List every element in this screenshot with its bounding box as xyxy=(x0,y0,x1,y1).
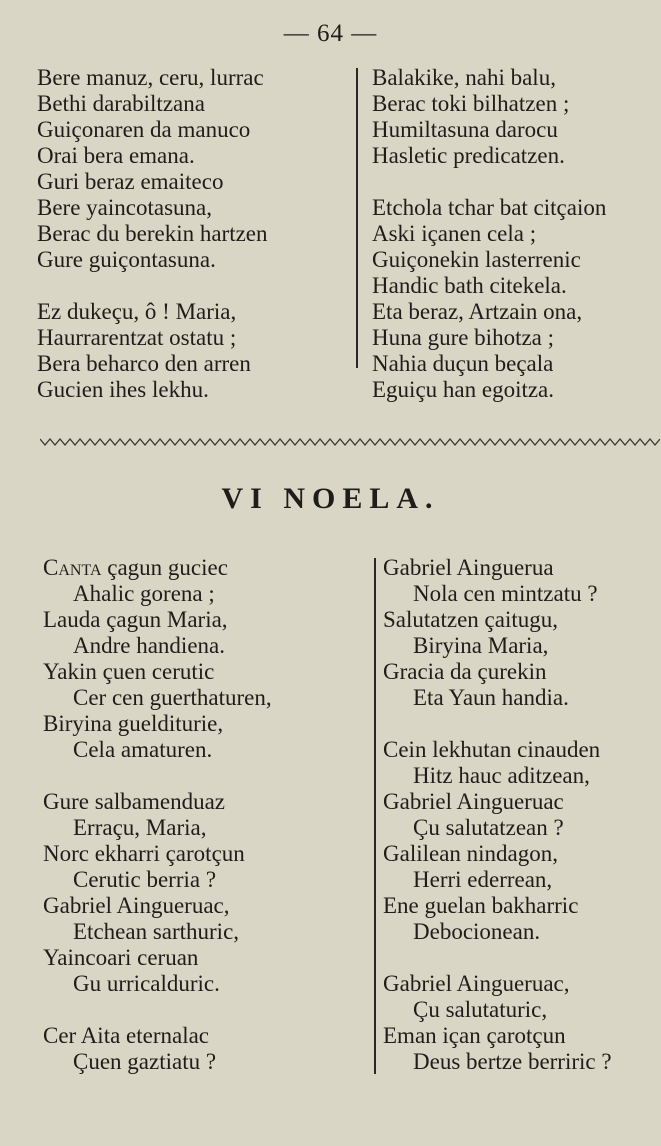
verse-line: Etchean sarthuric, xyxy=(73,919,240,944)
verse-line: Gure guiçontasuna. xyxy=(37,247,216,272)
verse-line: Huna gure bihotza ; xyxy=(372,325,555,350)
top-column-divider xyxy=(356,68,358,368)
top-right-column xyxy=(372,65,606,403)
stanza-break xyxy=(383,711,612,737)
verse-line: Galilean nindagon, xyxy=(383,841,559,866)
verse-line: Cer Aita eternalac xyxy=(43,1023,210,1048)
verse-line: Herri ederrean, xyxy=(413,867,553,892)
verse-line: Andre handiena. xyxy=(73,633,225,658)
verse-line: Guri beraz emaiteco xyxy=(37,169,224,194)
verse-line: Nola cen mintzatu ? xyxy=(413,581,598,606)
verse-line: Cela amaturen. xyxy=(73,737,213,762)
verse-line: Humiltasuna darocu xyxy=(372,117,558,142)
verse-line: Gure salbamenduaz xyxy=(43,789,226,814)
verse-line: Gu urricalduric. xyxy=(73,971,220,996)
verse-line: Berac toki bilhatzen ; xyxy=(372,91,570,116)
bottom-left-column xyxy=(43,555,272,1075)
verse-line: Eman içan çarotçun xyxy=(383,1023,566,1048)
verse-line: Aski içanen cela ; xyxy=(372,221,537,246)
verse-line: Etchola tchar bat citçaion xyxy=(372,195,607,220)
verse-line: Gracia da çurekin xyxy=(383,659,547,684)
verse-line: Cer cen guerthaturen, xyxy=(73,685,272,710)
verse-line xyxy=(43,555,272,581)
verse-line: Salutatzen çaitugu, xyxy=(383,607,558,632)
verse-line: Bere manuz, ceru, lurrac xyxy=(37,65,264,90)
verse-line: Bere yaincotasuna, xyxy=(37,195,212,220)
stanza-break xyxy=(383,945,612,971)
verse-line: Bera beharco den arren xyxy=(37,351,251,376)
verse-line: Gucien ihes lekhu. xyxy=(37,377,209,402)
verse-line: Norc ekharri çarotçun xyxy=(43,841,245,866)
verse-line: Eguiçu han egoitza. xyxy=(372,377,555,402)
verse-line: Biryina Maria, xyxy=(413,633,549,658)
verse-line: Haurrarentzat ostatu ; xyxy=(37,325,237,350)
verse-line: Hitz hauc aditzean, xyxy=(413,763,590,788)
section-title: VI NOELA. xyxy=(221,482,440,515)
verse-line: Gabriel Aingueruac xyxy=(383,789,564,814)
verse-line: Nahia duçun beçala xyxy=(372,351,554,376)
first-line-rest: çagun guciec xyxy=(101,555,228,580)
first-word: Canta xyxy=(43,555,102,580)
verse-line: Gabriel Aingueruac, xyxy=(383,971,570,996)
verse-line: Balakike, nahi balu, xyxy=(372,65,556,90)
verse-line: Ene guelan bakharric xyxy=(383,893,579,918)
verse-line: Eta Yaun handia. xyxy=(413,685,569,710)
verse-line: Erraçu, Maria, xyxy=(73,815,207,840)
verse-line: Yaincoari ceruan xyxy=(43,945,199,970)
stanza-break xyxy=(43,763,272,789)
verse-line: Debocionean. xyxy=(413,919,541,944)
stanza-break xyxy=(37,273,268,299)
verse-line: Guiçonaren da manuco xyxy=(37,117,251,142)
stanza-break xyxy=(43,997,272,1023)
verse-line: Eta beraz, Artzain ona, xyxy=(372,299,583,324)
verse-line: Çuen gaztiatu ? xyxy=(73,1049,217,1074)
verse-line: Çu salutaturic, xyxy=(413,997,548,1022)
stanza-break xyxy=(372,169,606,195)
verse-line: Ahalic gorena ; xyxy=(73,581,215,606)
verse-line: Bethi darabiltzana xyxy=(37,91,205,116)
verse-line: Gabriel Aingueruac, xyxy=(43,893,230,918)
verse-line: Orai bera emana. xyxy=(37,143,195,168)
verse-line: Lauda çagun Maria, xyxy=(43,607,228,632)
verse-line: Biryina guelditurie, xyxy=(43,711,224,736)
bottom-right-column xyxy=(383,555,612,1075)
top-left-column xyxy=(37,65,268,403)
verse-line: Cerutic berria ? xyxy=(73,867,217,892)
verse-line: Handic bath citekela. xyxy=(372,273,567,298)
verse-line: Ez dukeçu, ô ! Maria, xyxy=(37,299,237,324)
verse-line: Deus bertze berriric ? xyxy=(413,1049,612,1074)
page-number: — 64 — xyxy=(283,20,378,47)
ornamental-divider xyxy=(40,436,660,448)
verse-line: Gabriel Ainguerua xyxy=(383,555,554,580)
verse-line: Cein lekhutan cinauden xyxy=(383,737,601,762)
verse-line: Guiçonekin lasterrenic xyxy=(372,247,581,272)
bottom-column-divider xyxy=(374,558,376,1074)
verse-line: Berac du berekin hartzen xyxy=(37,221,268,246)
verse-line: Çu salutatzean ? xyxy=(413,815,564,840)
verse-line: Yakin çuen cerutic xyxy=(43,659,215,684)
verse-line: Hasletic predicatzen. xyxy=(372,143,565,168)
